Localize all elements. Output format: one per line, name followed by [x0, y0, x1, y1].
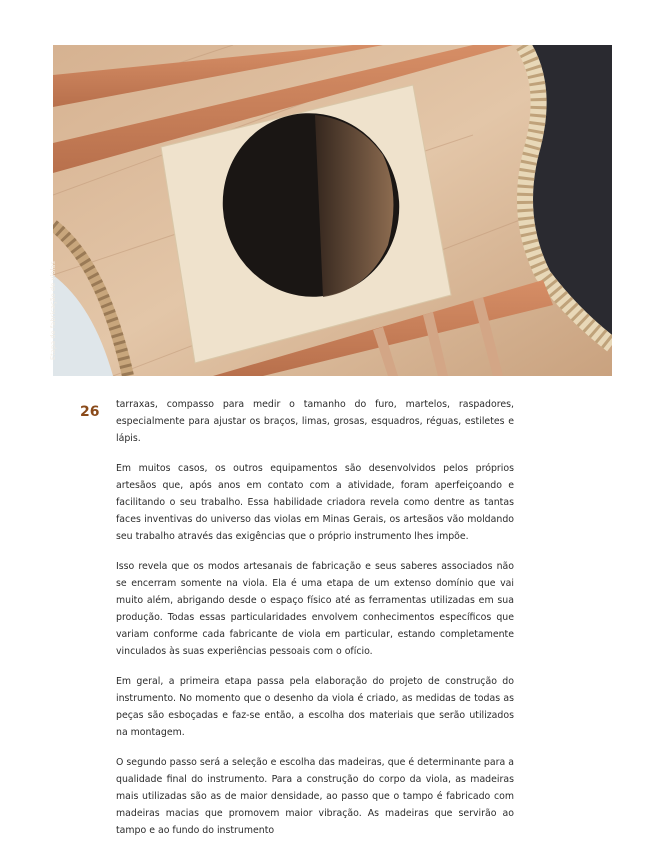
- paragraph: Em muitos casos, os outros equipamentos são desenvolvidos pelos próprios artesãos que, após anos em contato com a atividade, foram aperfeiçoando e facilitando o seu trabalho. Essa habilidade criadora revela como dentre as tantas faces inventivas do universo das violas em Minas Gerais, os artesãos vão moldando seu trabalho através das exigências que o próprio instrumento lhes impõe.: [116, 463, 514, 542]
- paragraph: tarraxas, compasso para medir o tamanho do furo, martelos, raspadores, especialmente para ajustar os braços, limas, grosas, esquadros, réguas, estiletes e lápis.: [116, 399, 514, 444]
- page-number: 26: [80, 404, 100, 420]
- photo-caption: Etapa de fabricação de violas: [49, 261, 57, 360]
- text-body: [116, 396, 514, 852]
- paragraph: O segundo passo será a seleção e escolha das madeiras, que é determinante para a qualidade final do instrumento. Para a construção do corpo da viola, as madeiras mais utilizadas são as de maior densidade, ao passo que o tampo é fabricado com madeiras macias que promovem maior vibração. As madeiras que servirão ao tampo e ao fundo do instrumento: [116, 757, 514, 836]
- paragraph: Em geral, a primeira etapa passa pela elaboração do projeto de construção do instrumento. No momento que o desenho da viola é criado, as medidas de todas as peças são esboçadas e faz-se então, a escolha dos materiais que serão utilizados na montagem.: [116, 676, 514, 738]
- guitar-top-illustration: [53, 45, 612, 376]
- paragraph: Isso revela que os modos artesanais de fabricação e seus saberes associados não se encerram somente na viola. Ela é uma etapa de um extenso domínio que vai muito além, abrigando desde o espaço físico até as ferramentas utilizadas em sua produção. Todas essas particularidades envolvem conhecimentos específicos que variam conforme cada fabricante de viola em particular, estando completamente vinculados às suas experiências pessoais com o ofício.: [116, 561, 514, 657]
- guitar-construction-photo: [53, 45, 612, 376]
